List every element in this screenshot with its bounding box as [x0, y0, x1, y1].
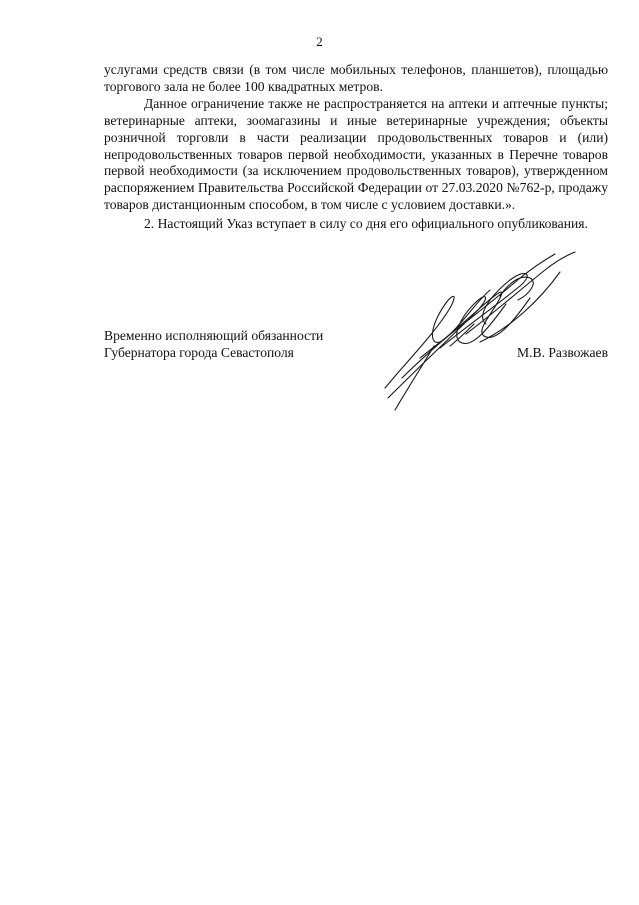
signatory-position-line-2: Губернатора города Севастополя: [104, 345, 294, 360]
paragraph-effective-date: 2. Настоящий Указ вступает в силу со дня его официального опубликования.: [144, 216, 588, 232]
signatory-name: М.В. Развожаев: [517, 345, 608, 360]
page-number: 2: [316, 34, 323, 49]
signatory-position-line-1: Временно исполняющий обязанности: [104, 328, 324, 343]
handwritten-signature: [380, 238, 590, 413]
paragraph-restriction-exceptions: Данное ограничение также не распространяется на аптеки и аптечные пункты; ветеринарные аптеки, зоомагазины и иные ветеринарные учреждения; объекты розничной торговли в части реализации продовольственных товаров и (или) непродовольственных товаров первой необходимости, указанных в Перечне товаров первой необходимости (за исключением продовольственных товаров), утвержденном распоряжением Правительства Российской Федерации от 27.03.2020 №762-р, продажу товаров дистанционным способом, в том числе с условием доставки.».: [104, 95, 608, 213]
document-body: [104, 62, 608, 233]
paragraph-continuation: услугами средств связи (в том числе мобильных телефонов, планшетов), площадью торгового зала не более 100 квадратных метров.: [104, 62, 608, 94]
